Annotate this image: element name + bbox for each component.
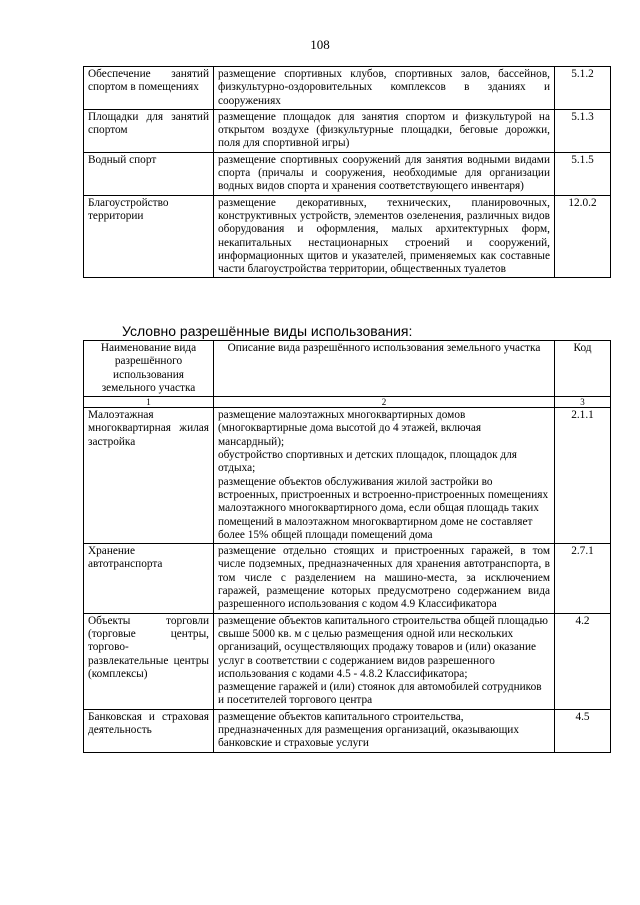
use-code: 5.1.5 [555, 152, 611, 195]
description-line: размещение малоэтажных многоквартирных домов (многоквартирные дома высотой до 4 этажей, включая мансардный); [218, 409, 482, 448]
use-code: 4.5 [555, 709, 611, 752]
section-heading: Условно разрешённые виды использования: [122, 323, 413, 339]
use-code: 4.2 [555, 613, 611, 709]
table-header-row [84, 341, 611, 397]
table-row [84, 152, 611, 195]
description-line: обустройство спортивных и детских площадок, площадок для отдыха; [218, 449, 517, 475]
use-description: размещение площадок для занятия спортом и физкультурой на открытом воздухе (физкультурные площадки, беговые дорожки, поля для спортивной игры) [214, 109, 555, 152]
use-description [214, 709, 555, 752]
column-number: 1 [84, 397, 214, 408]
column-number: 3 [555, 397, 611, 408]
table-row [84, 709, 611, 752]
description-line: размещение объектов обслуживания жилой застройки во встроенных, пристроенных и встроенно-пристроенных помещениях малоэтажного многоквартирного дома, если общая площадь таких помещений в малоэтажном многоквартирном доме не составляет более 15% общей площади помещений дома [218, 475, 549, 541]
use-name: Объекты торговли (торговые центры, торгово-развлекательные центры (комплексы) [84, 613, 214, 709]
page-number: 108 [310, 37, 330, 52]
use-code: 5.1.2 [555, 67, 611, 110]
table-row [84, 109, 611, 152]
use-name: Банковская и страховая деятельность [84, 709, 214, 752]
table-row [84, 544, 611, 613]
use-name: Водный спорт [84, 152, 214, 195]
use-description [214, 408, 555, 544]
header-name: Наименование вида разрешённого использования земельного участка [84, 341, 214, 397]
use-code: 12.0.2 [555, 195, 611, 278]
table-row [84, 613, 611, 709]
table-row [84, 195, 611, 278]
use-description [214, 613, 555, 709]
table-row [84, 67, 611, 110]
description-line: размещение гаражей и (или) стоянок для автомобилей сотрудников и посетителей торгового центра [218, 681, 542, 707]
column-number: 2 [214, 397, 555, 408]
table-row [84, 408, 611, 544]
description-line: размещение объектов капитального строительства, предназначенных для размещения организаций, оказывающих банковские и страховые услуги [218, 710, 520, 750]
use-description: размещение декоративных, технических, планировочных, конструктивных устройств, элементов озеленения, различных видов оборудования и оформления, малых архитектурных форм, некапитальных нестационарных строений и сооружений, информационных щитов и указателей, применяемых как составные части благоустройства территории, общественных туалетов [214, 195, 555, 278]
use-name: Площадки для занятий спортом [84, 109, 214, 152]
use-code: 2.7.1 [555, 544, 611, 613]
use-code: 5.1.3 [555, 109, 611, 152]
column-number-row [84, 397, 611, 408]
use-name: Обеспечение занятий спортом в помещениях [84, 67, 214, 110]
conditional-uses-table [83, 340, 611, 753]
permitted-uses-table [83, 66, 611, 278]
description-line: размещение объектов капитального строительства общей площадью свыше 5000 кв. м с целью размещения одной или нескольких организаций, осуществляющих продажу товаров и (или) оказание услуг в соответствии с содержанием видов разрешенного использования с кодами 4.5 - 4.8.2 Классификатора; [218, 614, 548, 680]
header-description: Описание вида разрешённого использования земельного участка [214, 341, 555, 397]
use-code: 2.1.1 [555, 408, 611, 544]
use-name: Малоэтажная многоквартирная жилая застройка [84, 408, 214, 544]
header-code: Код [555, 341, 611, 397]
use-description [214, 544, 555, 613]
use-name: Благоустройство территории [84, 195, 214, 278]
use-description: размещение спортивных сооружений для занятия водными видами спорта (причалы и сооружения, необходимые для организации водных видов спорта и хранения соответствующего инвентаря) [214, 152, 555, 195]
description-line: размещение отдельно стоящих и пристроенных гаражей, в том числе подземных, предназначенных для хранения автотранспорта, в том числе с разделением на машино-места, за исключением гаражей, размещение которых предусмотрено содержанием вида разрешенного использования с кодом 4.9 Классификатора [218, 545, 550, 611]
use-description: размещение спортивных клубов, спортивных залов, бассейнов, физкультурно-оздоровительных комплексов в зданиях и сооружениях [214, 67, 555, 110]
use-name: Хранение автотранспорта [84, 544, 214, 613]
